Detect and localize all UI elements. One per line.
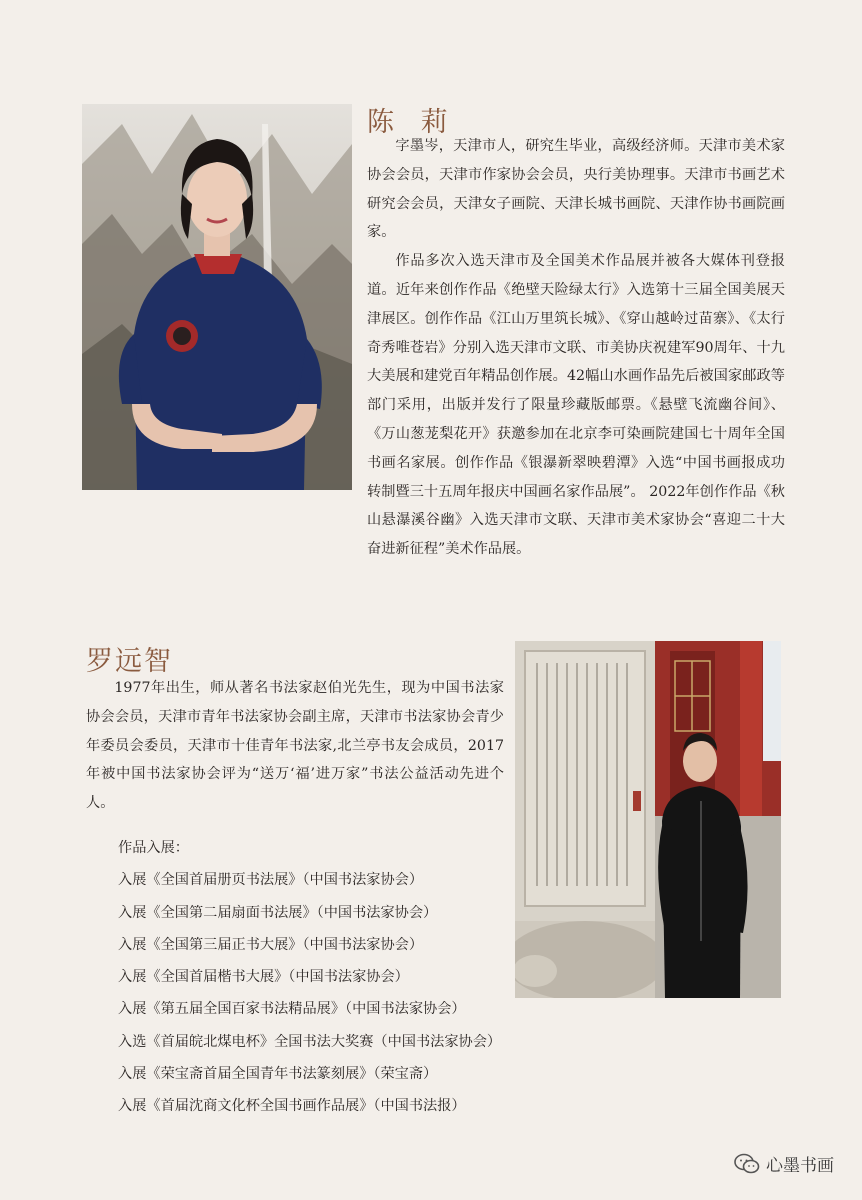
watermark-text: 心墨书画 xyxy=(766,1156,834,1176)
exhibition-heading: 作品入展： xyxy=(118,840,189,856)
portrait-illustration xyxy=(82,104,352,490)
stele-photo-illustration xyxy=(515,641,781,998)
artist1-name: 陈 莉 xyxy=(367,107,457,138)
exhibition-item: 入展《全国第三届正书大展》（中国书法家协会） xyxy=(118,936,424,953)
artist1-bio xyxy=(367,132,785,564)
artist2-bio-paragraph: 1977年出生，师从著名书法家赵伯光先生，现为中国书法家协会会员，天津市青年书法家协会副主席，天津市书法家协会青少年委员会委员，天津市十佳青年书法家,北兰亭书友会成员，2017年被中国书法家协会评为“送万‘福’进万家”书法公益活动先进个人。 xyxy=(86,680,504,812)
watermark xyxy=(734,1151,834,1176)
exhibition-item: 入展《全国第二届扇面书法展》（中国书法家协会） xyxy=(118,904,438,921)
exhibition-item: 入展《全国首届楷书大展》（中国书法家协会） xyxy=(118,969,409,986)
artist1-bio-paragraph: 字墨岑，天津市人，研究生毕业，高级经济师。天津市美术家协会会员，天津市作家协会会员，央行美协理事。天津市书画艺术研究会会员，天津女子画院、天津长城书画院、天津作协书画院画家。 xyxy=(367,138,785,241)
exhibition-list xyxy=(118,832,501,1123)
exhibition-item: 入选《首届皖北煤电杯》全国书法大奖赛（中国书法家协会） xyxy=(118,1033,502,1050)
exhibition-item: 入展《第五届全国百家书法精品展》（中国书法家协会） xyxy=(118,1001,466,1018)
artist1-bio-paragraph: 作品多次入选天津市及全国美术作品展并被各大媒体刊登报道。近年来创作作品《绝壁天险绿太行》入选第十三届全国美展天津展区。创作作品《江山万里筑长城》、《穿山越岭过苗寨》、《太行奇秀唯苍岩》分别入选天津市文联、市美协庆祝建军90周年、十九大美展和建党百年精品创作展。42幅山水画作品先后被国家邮政等部门采用，出版并发行了限量珍藏版邮票。《悬壁飞流幽谷间》、《万山葱茏梨花开》获邀参加在北京李可染画院建国七十周年全国书画名家展。创作作品《银瀑新翠映碧潭》入选“中国书画报成功转制暨三十五周年报庆中国画名家作品展”。 2022年创作作品《秋山悬瀑溪谷幽》入选天津市文联、天津市美术家协会“喜迎二十大 奋进新征程”美术作品展。 xyxy=(367,253,785,558)
artist2-bio xyxy=(86,674,504,818)
wechat-icon xyxy=(734,1153,760,1175)
portrait-photo-artist2 xyxy=(515,641,781,998)
artist2-name: 罗远智 xyxy=(86,646,173,677)
portrait-photo-artist1 xyxy=(82,104,352,490)
exhibition-item: 入展《首届沈商文化杯全国书画作品展》（中国书法报） xyxy=(118,1098,466,1115)
exhibition-item: 入展《荣宝斋首届全国青年书法篆刻展》（荣宝斋） xyxy=(118,1066,438,1083)
exhibition-item: 入展《全国首届册页书法展》（中国书法家协会） xyxy=(118,872,424,889)
